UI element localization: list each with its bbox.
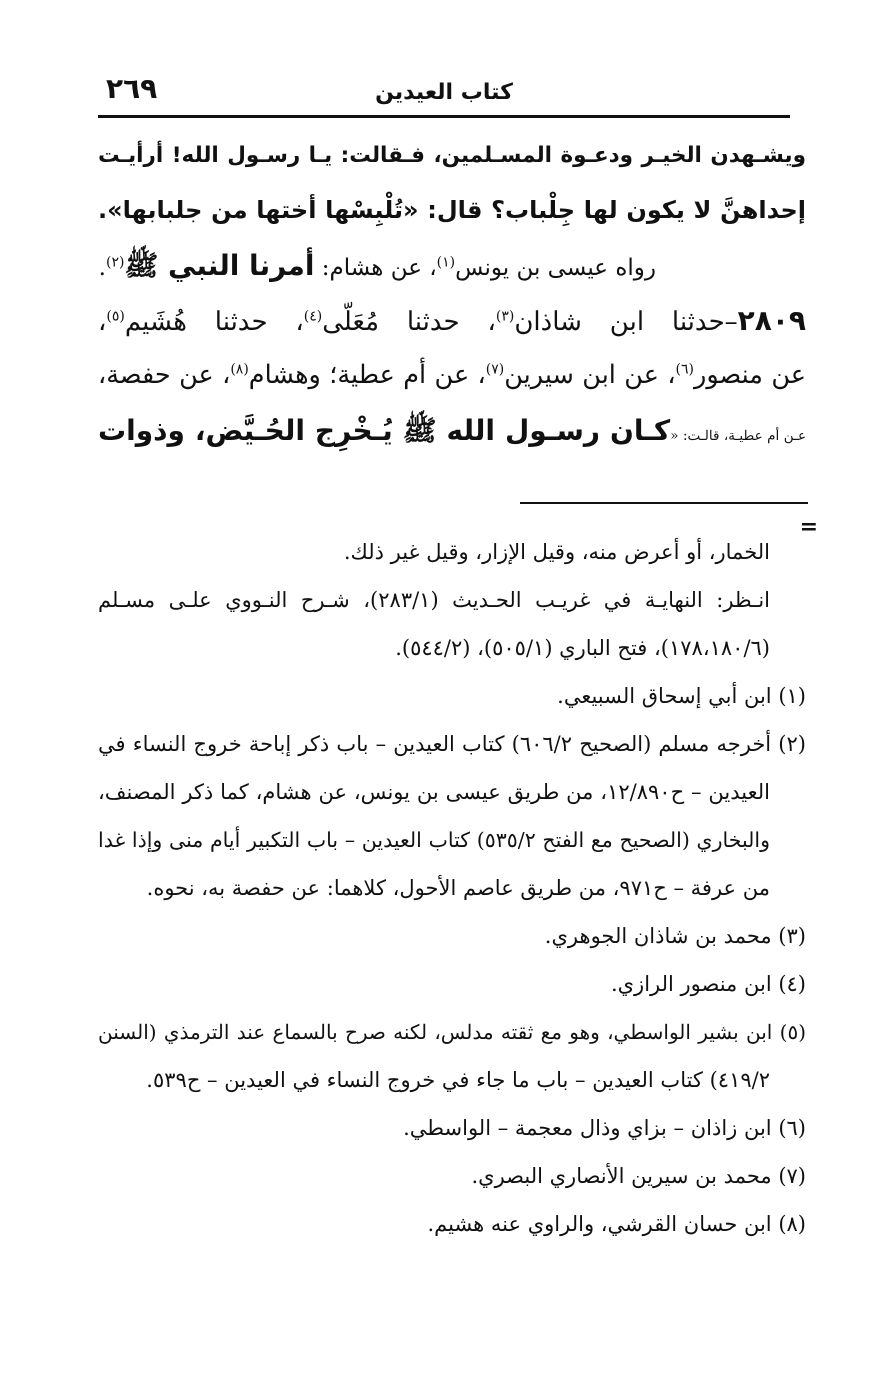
footnote-2-line-1: (٢) أخرجه مسلم (الصحيح ٦٠٦/٢) كتاب العيدين – باب ذكر إباحة خروج النساء في (98, 732, 806, 756)
footnote-2-line-3: والبخاري (الصحيح مع الفتح ٥٣٥/٢) كتاب العيدين – باب التكبير أيام منى وإذا غدا (98, 828, 770, 852)
footnote-ref-5: (٥) (106, 308, 125, 325)
footnote-continuation-1: الخمار، أو أعرض منه، وقيل الإزار، وقيل غير ذلك. (343, 540, 770, 564)
text-line-5 (98, 348, 806, 403)
footnotes (98, 528, 806, 1248)
footnote-ref-6: (٦) (675, 361, 695, 378)
line6-text-a: عـن أم عطيـة، قالـت: « (670, 428, 806, 444)
footnote-ref-4: (٤) (303, 308, 323, 325)
footnote-2-line-4: من عرفة – ح٩٧١، من طريق عاصم الأحول، كلاهما: عن حفصة به، نحوه. (146, 876, 770, 900)
main-text (98, 128, 806, 458)
footnote-continuation-2: انـظر: النهايـة في غريـب الحـديث (٢٨٣/١)، شـرح النـووي علـى مسـلم (98, 588, 770, 612)
footnote-ref-1: (١) (436, 254, 456, 271)
footnote-6: (٦) ابن زاذان – بزاي وذال معجمة – الواسطي. (403, 1116, 806, 1140)
footnote-4: (٤) ابن منصور الرازي. (610, 972, 806, 996)
line3-text-d: . (98, 255, 106, 281)
line4-text-d: ، (98, 307, 107, 337)
footnote-3: (٣) محمد بن شاذان الجوهري. (544, 924, 806, 948)
footnote-separator (520, 502, 808, 504)
running-header (98, 72, 790, 112)
footnote-ref-2: (٢) (105, 254, 125, 271)
text-line-1: ويشـهدن الخيـر ودعـوة المسـلمين، فـقالت: يـا رسـول الله! أرأيـت (98, 143, 806, 168)
line5-text-d: ، عن حفصة، (98, 360, 231, 390)
footnote-ref-7: (٧) (485, 361, 505, 378)
text-line-2: إحداهنَّ لا يكون لها جِلْباب؟ قال: «تُلْبِسْها أختها من جلبابها». (98, 196, 806, 224)
line4-text-a: –حدثنا ابن شاذان (514, 307, 738, 337)
line5-text-b: ، عن ابن سيرين (504, 360, 676, 390)
footnote-continuation-3: (١٧٨،١٨٠/٦)، فتح الباري (٥٠٥/١)، (٥٤٤/٢). (395, 636, 770, 660)
line3-text-a: رواه عيسى بن يونس (455, 255, 656, 281)
header-rule (98, 115, 790, 118)
chapter-title: كتاب العيدين (375, 80, 513, 105)
line6-text-bold: كـان رسـول الله ﷺ يُـخْرِج الحُـيَّض، وذوات (98, 414, 671, 447)
footnote-7: (٧) محمد بن سيرين الأنصاري البصري. (471, 1164, 806, 1188)
line4-text-b: ، حدثنا مُعَلّى (322, 307, 496, 337)
text-line-4 (98, 293, 806, 348)
text-line-6 (98, 403, 806, 458)
footnote-2-line-2: العيدين – ح١٢/٨٩٠، من طريق عيسى بن يونس، عن هشام، كما ذكر المصنف، (98, 780, 770, 804)
continuation-mark: = (799, 514, 818, 540)
line5-text-a: عن منصور (694, 360, 806, 390)
footnote-5-line-1: (٥) ابن بشير الواسطي، وهو مع ثقته مدلس، لكنه صرح بالسماع عند الترمذي (السنن (98, 1020, 806, 1044)
footnote-ref-3: (٣) (495, 308, 515, 325)
footnote-5-line-2: ٤١٩/٢) كتاب العيدين – باب ما جاء في خروج النساء في العيدين – ح٥٣٩. (146, 1068, 770, 1092)
line3-text-b: ، عن هشام: (321, 255, 437, 281)
line5-text-c: ، عن أم عطية؛ وهشام (248, 360, 486, 390)
line3-text-bold: أمرنا النبي ﷺ (124, 249, 315, 282)
text-line-3 (98, 238, 806, 293)
line4-text-c: ، حدثنا هُشَيم (124, 307, 304, 337)
footnote-ref-8: (٨) (230, 361, 249, 378)
footnote-1: (١) ابن أبي إسحاق السبيعي. (557, 684, 806, 708)
footnote-8: (٨) ابن حسان القرشي، والراوي عنه هشيم. (427, 1212, 806, 1236)
page-number: ٢٦٩ (106, 72, 158, 105)
hadith-number: ٢٨٠٩ (737, 304, 806, 337)
